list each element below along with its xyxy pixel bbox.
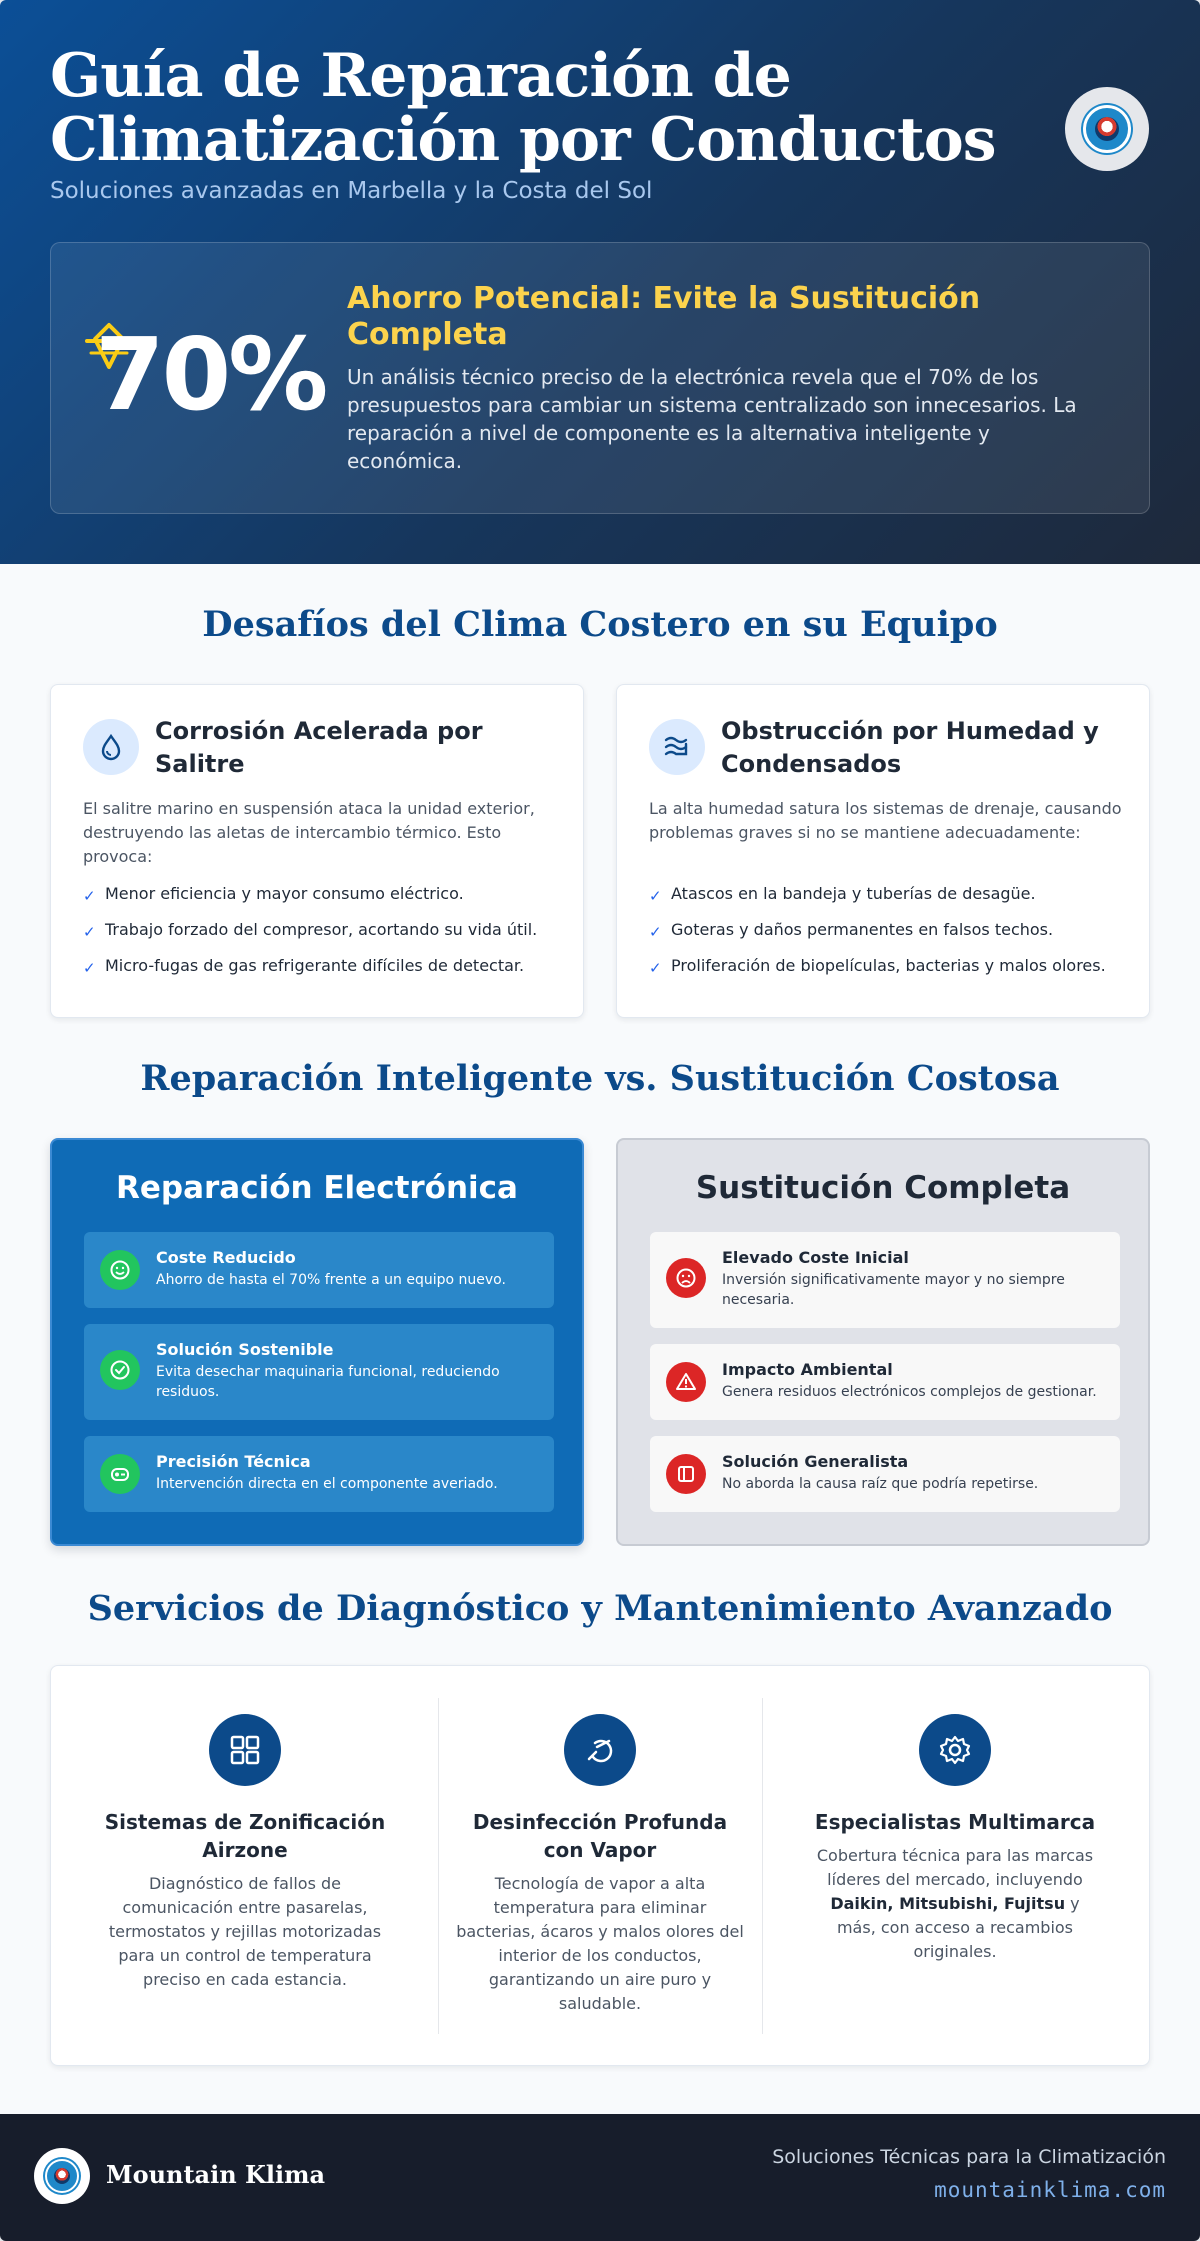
repair-item (84, 1232, 554, 1308)
repair-item (84, 1436, 554, 1512)
savings-description: Un análisis técnico preciso de la electrónica revela que el 70% de los presupuestos para cambiar un sistema centralizado son innecesarios. La reparación a nivel de componente es la alternativa inteligente y económica. (347, 365, 1077, 473)
spray-icon (564, 1714, 636, 1786)
page-title-line-1: Guía de Reparación de (50, 41, 791, 111)
repair-column-title: Reparación Electrónica (116, 1170, 518, 1206)
checkmark-icon: ✓ (649, 923, 662, 941)
comparison-section-title: Reparación Inteligente vs. Sustitución Costosa (140, 1058, 1060, 1099)
list-item: ✓ Proliferación de biopelículas, bacterias y malos olores. (649, 956, 1106, 977)
replacement-item-title: Impacto Ambiental (722, 1360, 893, 1379)
repair-item-title: Coste Reducido (156, 1248, 296, 1267)
footer-tagline: Soluciones Técnicas para la Climatización (772, 2146, 1166, 2168)
service-multibrand (805, 1666, 1105, 2066)
service-title: Especialistas Multimarca (814, 1810, 1096, 1834)
list-item: ✓ Menor eficiencia y mayor consumo eléctrico. (83, 884, 464, 905)
footer-brand-name: Mountain Klima (106, 2160, 326, 2189)
replacement-column (616, 1138, 1150, 1546)
services-panel (50, 1665, 1150, 2066)
replacement-item-text: Inversión significativamente mayor y no siempre necesaria. (722, 1272, 1065, 1308)
humidity-waves-icon (649, 719, 705, 775)
footer-website-link[interactable]: mountainklima.com (934, 2178, 1166, 2202)
page-subtitle: Soluciones avanzadas en Marbella y la Costa del Sol (50, 178, 653, 204)
smile-icon (100, 1250, 140, 1290)
repair-item-title: Solución Sostenible (156, 1340, 334, 1359)
service-text: Diagnóstico de fallos de comunicación entre pasarelas, termostatos y rejillas motorizadas para un control de temperatura preciso en cada estancia. (108, 1874, 382, 1989)
challenges-section-title: Desafíos del Clima Costero en su Equipo (202, 604, 998, 645)
services-section-title: Servicios de Diagnóstico y Mantenimiento Avanzado (87, 1588, 1113, 1629)
replacement-item-title: Solución Generalista (722, 1452, 909, 1471)
list-item: ✓ Micro-fugas de gas refrigerante difíciles de detectar. (83, 956, 525, 977)
replacement-item-text: Genera residuos electrónicos complejos de gestionar. (722, 1384, 1097, 1400)
challenge-card-list (649, 883, 1139, 991)
replacement-item-text: No aborda la causa raíz que podría repetirse. (722, 1476, 1039, 1492)
checkmark-icon: ✓ (83, 887, 96, 905)
replacement-item (650, 1232, 1120, 1328)
challenge-card-text: El salitre marino en suspensión ataca la unidad exterior, destruyendo las aletas de intercambio térmico. Esto provoca: (83, 799, 535, 866)
panel-icon (666, 1454, 706, 1494)
repair-item-title: Precisión Técnica (156, 1452, 311, 1471)
list-item: ✓ Trabajo forzado del compresor, acortando su vida útil. (83, 920, 538, 941)
repair-item-text: Ahorro de hasta el 70% frente a un equipo nuevo. (156, 1272, 506, 1288)
list-item: ✓ Goteras y daños permanentes en falsos techos. (649, 920, 1054, 941)
repair-item (84, 1324, 554, 1420)
service-airzone (95, 1666, 395, 2066)
challenge-card-title: Corrosión Acelerada por Salitre (155, 717, 483, 778)
challenge-card-text: La alta humedad satura los sistemas de drenaje, causando problemas graves si no se mantiene adecuadamente: (649, 799, 1122, 842)
service-title: Desinfección Profunda con Vapor (472, 1810, 728, 1862)
checkmark-icon: ✓ (649, 959, 662, 977)
checkmark-icon: ✓ (649, 887, 662, 905)
droplet-icon (83, 719, 139, 775)
grid-icon (209, 1714, 281, 1786)
page-title-line-2: Climatización por Conductos (50, 105, 996, 175)
warning-icon (666, 1362, 706, 1402)
gauge-icon (100, 1454, 140, 1494)
list-item: ✓ Atascos en la bandeja y tuberías de desagüe. (649, 884, 1036, 905)
savings-percent: 70% (95, 316, 326, 433)
replacement-item (650, 1436, 1120, 1512)
service-title: Sistemas de Zonificación Airzone (104, 1810, 386, 1862)
repair-column (50, 1138, 584, 1546)
repair-item-text: Intervención directa en el componente averiado. (156, 1476, 498, 1492)
frown-icon (666, 1258, 706, 1298)
checkmark-icon: ✓ (83, 959, 96, 977)
replacement-column-title: Sustitución Completa (695, 1170, 1071, 1206)
page-title (50, 41, 1010, 175)
savings-callout (50, 242, 1150, 514)
checkmark-icon: ✓ (83, 923, 96, 941)
gear-icon (919, 1714, 991, 1786)
divider (762, 1698, 763, 2034)
challenge-card-humidity (616, 684, 1150, 1018)
replacement-item (650, 1344, 1120, 1420)
savings-title: Ahorro Potencial: Evite la Sustitución Completa (347, 281, 981, 352)
service-steam-disinfection (450, 1666, 750, 2066)
repair-item-text: Evita desechar maquinaria funcional, reduciendo residuos. (156, 1364, 500, 1400)
footer (0, 2114, 1200, 2241)
check-circle-icon (100, 1350, 140, 1390)
service-text: Tecnología de vapor a alta temperatura para eliminar bacterias, ácaros y malos olores del interior de los conductos, garantizando un aire puro y saludable. (456, 1874, 744, 2013)
challenge-card-corrosion (50, 684, 584, 1018)
brand-names: Daikin, Mitsubishi, Fujitsu (830, 1894, 1066, 1913)
challenge-card-title: Obstrucción por Humedad y Condensados (721, 717, 1099, 778)
divider (438, 1698, 439, 2034)
hero-header (0, 0, 1200, 564)
brand-logo-icon (1065, 87, 1149, 171)
replacement-item-title: Elevado Coste Inicial (722, 1248, 909, 1267)
service-text: Cobertura técnica para las marcas líderes del mercado, incluyendo Daikin, Mitsubishi, Fujitsu y más, con acceso a recambios originales. (816, 1846, 1094, 1961)
challenge-card-list (83, 883, 573, 991)
brand-logo-icon (34, 2148, 90, 2204)
